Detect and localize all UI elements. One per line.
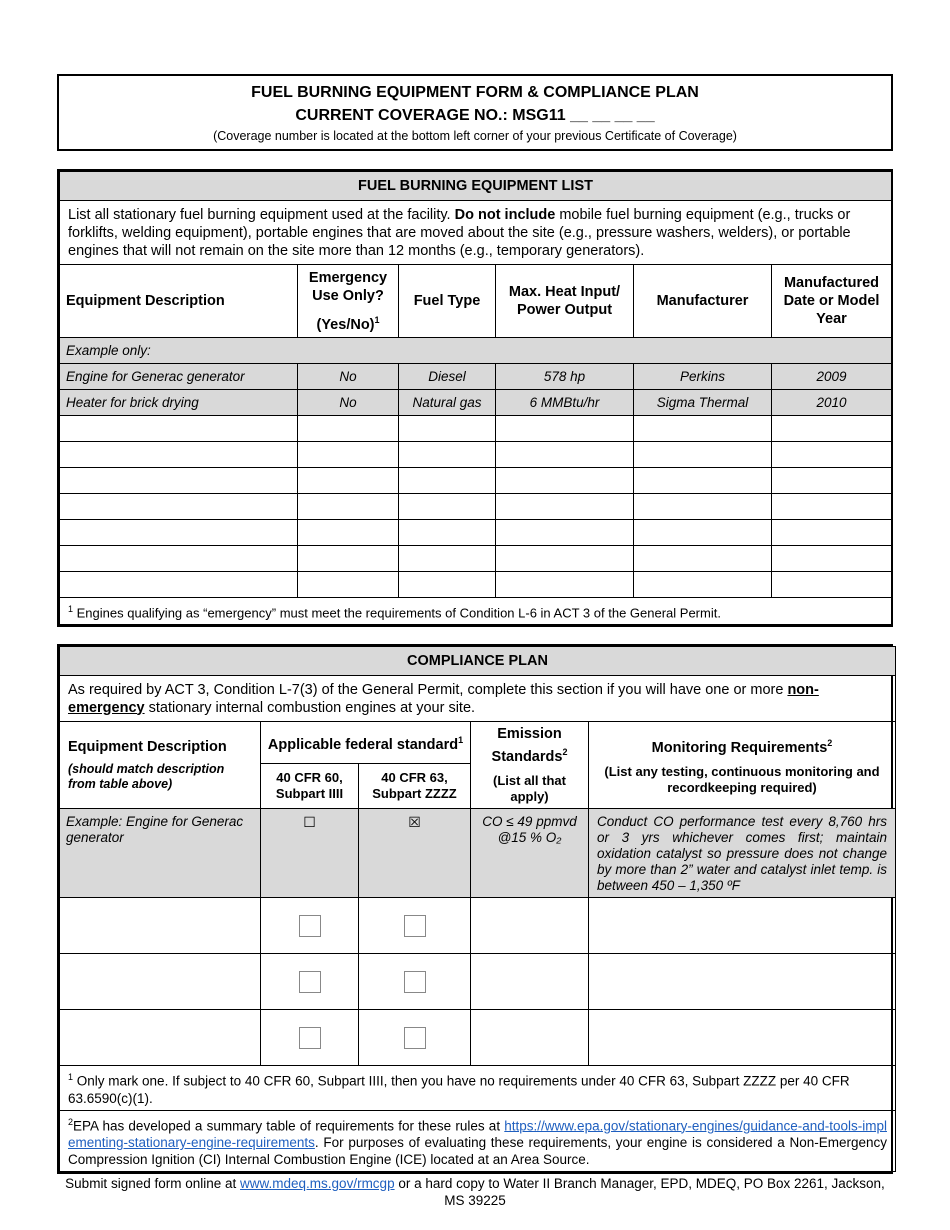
col-monitoring-text: Monitoring Requirements — [651, 739, 828, 756]
input-cell[interactable] — [298, 520, 399, 546]
input-cell[interactable] — [298, 468, 399, 494]
footnote-text: Engines qualifying as “emergency” must meet the requirements of Condition L-6 in ACT 3 of the General Permit. — [76, 605, 721, 621]
input-cell[interactable] — [60, 494, 298, 520]
input-cell[interactable] — [772, 572, 892, 598]
col-manufacturer: Manufacturer — [634, 265, 772, 338]
input-cell[interactable] — [399, 520, 496, 546]
col-emission-text: Emission Standards — [491, 725, 563, 765]
compliance-text-2: stationary internal combustion engines at your site. — [148, 699, 476, 716]
table-row — [60, 1010, 896, 1066]
input-cell[interactable] — [772, 546, 892, 572]
example-cfr63-checkbox — [359, 809, 471, 898]
instructions-bold: Do not include — [454, 206, 556, 223]
input-cell[interactable] — [298, 442, 399, 468]
footnote2-text-2: . For purposes of evaluating these requirements, your engine is considered a Non-Emergency Compression Ignition (CI) Internal Combustion Engine (ICE) located at an Area Source. — [68, 1135, 887, 1167]
footnote1-sup: 1 — [68, 1072, 74, 1082]
example-emergency: No — [298, 390, 399, 416]
equipment-list-title: FUEL BURNING EQUIPMENT LIST — [60, 172, 892, 201]
example-row — [60, 809, 896, 898]
cfr63-checkbox[interactable] — [359, 954, 471, 1010]
input-cell[interactable] — [496, 572, 634, 598]
col-fuel-type: Fuel Type — [399, 265, 496, 338]
input-cell[interactable] — [496, 520, 634, 546]
checkbox-icon[interactable] — [404, 971, 426, 993]
input-cell[interactable] — [60, 416, 298, 442]
checkbox-icon[interactable] — [299, 915, 321, 937]
input-cell[interactable] — [60, 572, 298, 598]
equipment-footnote — [60, 598, 892, 625]
example-description: Heater for brick drying — [60, 390, 298, 416]
equipment-list-section — [57, 169, 893, 627]
example-only-label: Example only: — [60, 338, 892, 364]
col-emergency-line2: (Yes/No) — [316, 316, 375, 333]
instructions-text-1: List all stationary fuel burning equipment used at the facility. — [68, 206, 451, 223]
example-equipment: Example: Engine for Generac generator — [60, 809, 261, 898]
table-row — [60, 954, 896, 1010]
cfr60-checkbox[interactable] — [261, 1010, 359, 1066]
col-emission-sup: 2 — [562, 746, 568, 757]
form-title: FUEL BURNING EQUIPMENT FORM & COMPLIANCE PLAN — [251, 84, 699, 101]
input-cell[interactable] — [399, 416, 496, 442]
col-model-year: Manufactured Date or Model Year — [772, 265, 892, 338]
checkbox-icon[interactable] — [299, 971, 321, 993]
cfr63-checkbox[interactable] — [359, 898, 471, 954]
col-emission-standards — [471, 722, 589, 809]
input-cell[interactable] — [496, 468, 634, 494]
table-row — [60, 572, 892, 598]
example-fuel: Diesel — [399, 364, 496, 390]
input-cell[interactable] — [634, 546, 772, 572]
footnote2-sup: 2 — [68, 1116, 74, 1127]
example-heat: 6 MMBtu/hr — [496, 390, 634, 416]
example-year: 2010 — [772, 390, 892, 416]
example-heat: 578 hp — [496, 364, 634, 390]
table-row — [60, 546, 892, 572]
footnote2-text-1: EPA has developed a summary table of requirements for these rules at — [73, 1118, 501, 1133]
col-emission-note: (List all that apply) — [493, 773, 566, 805]
input-cell[interactable] — [298, 572, 399, 598]
col-description-title: Equipment Description — [68, 739, 227, 755]
example-year: 2009 — [772, 364, 892, 390]
equipment-list-instructions — [60, 201, 892, 265]
input-cell[interactable] — [634, 468, 772, 494]
compliance-footnote-2 — [60, 1110, 896, 1172]
submit-text-1: Submit signed form online at — [65, 1176, 237, 1191]
footnote-sup: 1 — [68, 604, 74, 614]
col-monitoring-sup: 2 — [827, 737, 833, 748]
input-cell[interactable] — [496, 546, 634, 572]
col-equipment-description: Equipment Description — [60, 265, 298, 338]
input-cell[interactable] — [496, 416, 634, 442]
input-cell[interactable] — [60, 1010, 261, 1066]
unchecked-box-icon: ☐ — [303, 814, 316, 830]
checked-box-icon: ☒ — [408, 814, 421, 830]
input-cell[interactable] — [60, 520, 298, 546]
checkbox-icon[interactable] — [299, 1027, 321, 1049]
table-row — [60, 390, 892, 416]
input-cell[interactable] — [496, 494, 634, 520]
compliance-bold: non-emergency — [68, 681, 819, 716]
table-row — [60, 494, 892, 520]
input-cell[interactable] — [634, 520, 772, 546]
table-row — [60, 442, 892, 468]
input-cell[interactable] — [399, 572, 496, 598]
col-monitoring-note: (List any testing, continuous monitoring and recordkeeping required) — [604, 764, 880, 796]
checkbox-icon[interactable] — [404, 1027, 426, 1049]
input-cell[interactable] — [60, 898, 261, 954]
coverage-number-label: CURRENT COVERAGE NO.: MSG11 __ __ __ __ — [295, 107, 655, 124]
table-row — [60, 520, 892, 546]
coverage-note: (Coverage number is located at the bottom left corner of your previous Certificate of Coverage) — [213, 129, 737, 143]
col-equipment-description — [60, 722, 261, 809]
input-cell[interactable] — [399, 442, 496, 468]
checkbox-icon[interactable] — [404, 915, 426, 937]
col-cfr63: 40 CFR 63, Subpart ZZZZ — [359, 764, 471, 809]
col-description-note: (should match description from table above) — [68, 762, 225, 791]
input-cell[interactable] — [399, 494, 496, 520]
input-cell[interactable] — [60, 954, 261, 1010]
col-emergency-line1: Emergency Use Only? — [308, 269, 388, 304]
col-emergency-use — [298, 265, 399, 338]
col-emergency-sup: 1 — [374, 314, 380, 325]
input-cell[interactable] — [496, 442, 634, 468]
col-monitoring — [589, 722, 896, 809]
input-cell[interactable] — [298, 416, 399, 442]
input-cell[interactable] — [471, 1010, 589, 1066]
example-emergency: No — [298, 364, 399, 390]
example-description: Engine for Generac generator — [60, 364, 298, 390]
col-federal-sup: 1 — [458, 735, 464, 746]
input-cell[interactable] — [634, 494, 772, 520]
input-cell[interactable] — [60, 442, 298, 468]
compliance-text-1: As required by ACT 3, Condition L-7(3) of the General Permit, complete this section if you will have one or more — [68, 681, 784, 698]
input-cell[interactable] — [589, 1010, 896, 1066]
table-row — [60, 416, 892, 442]
table-row — [60, 468, 892, 494]
compliance-plan-title: COMPLIANCE PLAN — [60, 647, 896, 676]
input-cell[interactable] — [471, 898, 589, 954]
cfr60-checkbox[interactable] — [261, 898, 359, 954]
form-header — [57, 74, 893, 151]
footnote1-text: Only mark one. If subject to 40 CFR 60, Subpart IIII, then you have no requirements under 40 CFR 63, Subpart ZZZZ per 40 CFR 63.6590(c)(1). — [68, 1073, 850, 1106]
mdeq-submit-link[interactable]: www.mdeq.ms.gov/rmcgp — [240, 1176, 395, 1191]
input-cell[interactable] — [772, 416, 892, 442]
input-cell[interactable] — [772, 442, 892, 468]
table-row — [60, 364, 892, 390]
submit-text-2: or a hard copy to Water II Branch Manager, EPD, MDEQ, PO Box 2261, Jackson, MS 39225 — [398, 1176, 885, 1208]
example-manufacturer: Perkins — [634, 364, 772, 390]
table-row — [60, 898, 896, 954]
equipment-table — [59, 171, 892, 625]
col-federal-standard — [261, 722, 471, 764]
input-cell[interactable] — [399, 546, 496, 572]
input-cell[interactable] — [471, 954, 589, 1010]
input-cell[interactable] — [298, 546, 399, 572]
cfr60-checkbox[interactable] — [261, 954, 359, 1010]
compliance-instructions — [60, 676, 896, 722]
col-cfr60: 40 CFR 60, Subpart IIII — [261, 764, 359, 809]
input-cell[interactable] — [399, 468, 496, 494]
example-emission: CO ≤ 49 ppmvd @15 % O₂ — [471, 809, 589, 898]
example-monitoring: Conduct CO performance test every 8,760 hrs or 3 yrs whichever comes first; maintain oxidation catalyst so pressure does not change by more than 2” water and catalyst inlet temp. is between 450 – 1,350 ºF — [589, 809, 896, 898]
example-fuel: Natural gas — [399, 390, 496, 416]
col-max-heat: Max. Heat Input/ Power Output — [496, 265, 634, 338]
example-manufacturer: Sigma Thermal — [634, 390, 772, 416]
compliance-footnote-1 — [60, 1066, 896, 1111]
epa-guidance-link[interactable]: https://www.epa.gov/stationary-engines/guidance-and-tools-implementing-stationary-engine-requirements — [68, 1118, 887, 1150]
compliance-plan-section — [57, 644, 893, 1174]
input-cell[interactable] — [772, 494, 892, 520]
input-cell[interactable] — [634, 416, 772, 442]
submit-instructions — [57, 1175, 893, 1209]
input-cell[interactable] — [60, 546, 298, 572]
input-cell[interactable] — [634, 572, 772, 598]
input-cell[interactable] — [589, 954, 896, 1010]
input-cell[interactable] — [772, 468, 892, 494]
col-federal-text: Applicable federal standard — [267, 736, 459, 753]
cfr63-checkbox[interactable] — [359, 1010, 471, 1066]
compliance-table — [59, 646, 896, 1172]
input-cell[interactable] — [772, 520, 892, 546]
input-cell[interactable] — [589, 898, 896, 954]
input-cell[interactable] — [298, 494, 399, 520]
instructions-text-2: mobile fuel burning equipment (e.g., trucks or forklifts, welding equipment), portable engines that are moved about the site (e.g., pressure washers, welders), or portable engines that will not remain on the site more than 12 months (e.g., temporary generators). — [68, 206, 851, 259]
input-cell[interactable] — [60, 468, 298, 494]
input-cell[interactable] — [634, 442, 772, 468]
example-cfr60-checkbox — [261, 809, 359, 898]
